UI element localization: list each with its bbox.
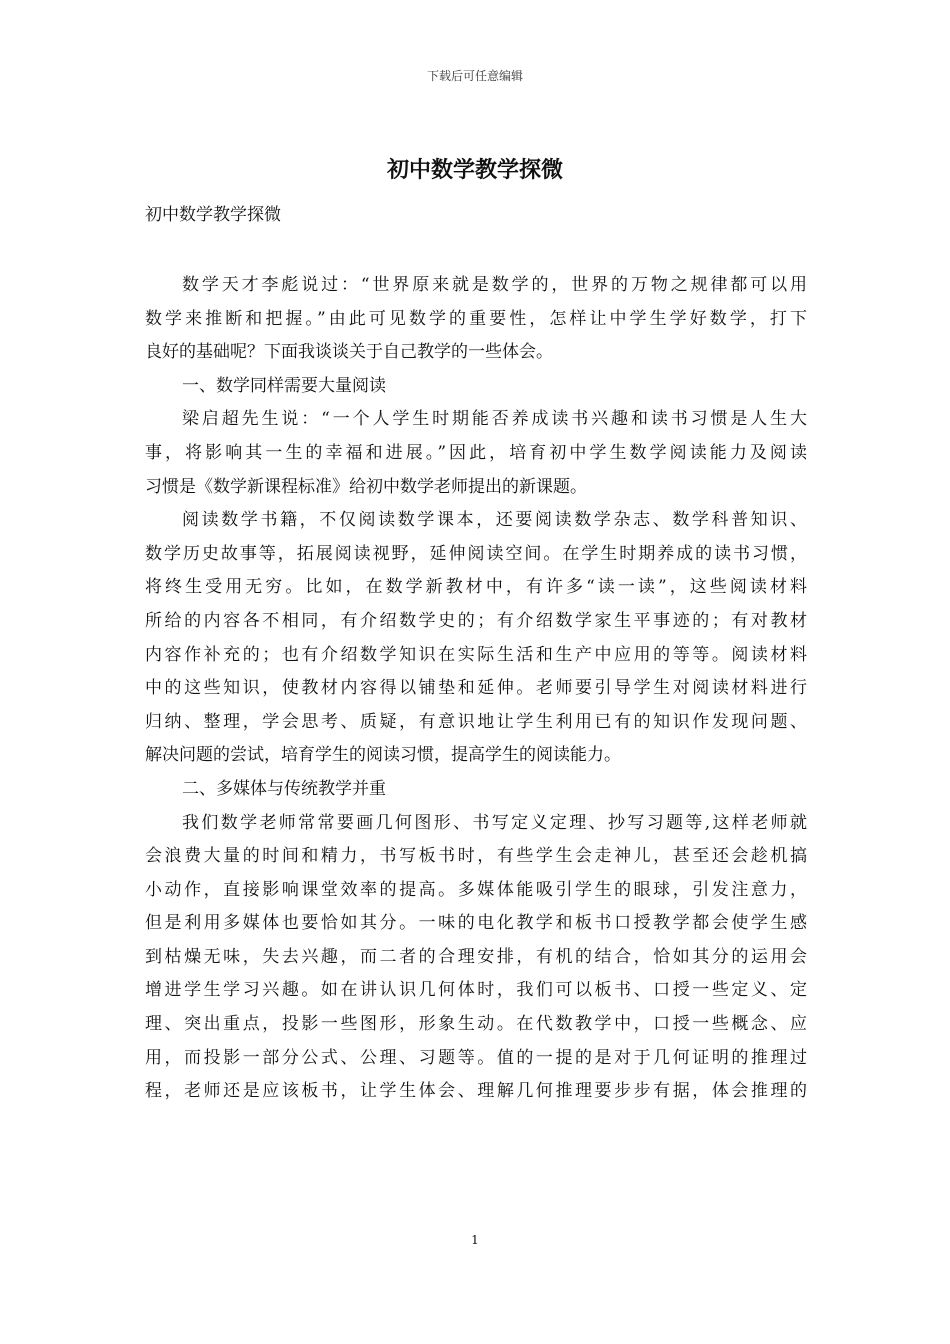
body-line: 所给的内容各不相同，有介绍数学史的；有介绍数学家生平事迹的；有对教材 [145,610,807,631]
body-line: 但是利用多媒体也要恰如其分。一味的电化教学和板书口授教学都会使学生感 [145,913,807,934]
body-line: 阅读数学书籍，不仅阅读数学课本，还要阅读数学杂志、数学科普知识、 [182,510,807,531]
body-line: 内容作补充的；也有介绍数学知识在实际生活和生产中应用的等等。阅读材料 [145,644,807,665]
document-subtitle: 初中数学教学探微 [145,205,281,225]
body-line: 良好的基础呢？下面我谈谈关于自己教学的一些体会。 [145,342,553,363]
document-title: 初中数学教学探微 [386,157,563,183]
body-line: 数学来推断和把握。”由此可见数学的重要性，怎样让中学生学好数学，打下 [145,308,807,329]
section-heading: 一、数学同样需要大量阅读 [182,375,386,396]
body-line: 解决问题的尝试，培育学生的阅读习惯，提高学生的阅读能力。 [145,745,621,766]
body-line: 增进学生学习兴趣。如在讲认识几何体时，我们可以板书、口授一些定义、定 [145,980,807,1001]
body-line: 我们数学老师常常要画几何图形、书写定义定理、抄写习题等,这样老师就 [182,812,807,833]
body-line: 将终生受用无穷。比如，在数学新教材中，有许多“读一读”，这些阅读材料 [145,577,807,598]
body-line: 程，老师还是应该板书，让学生体会、理解几何推理要步步有据，体会推理的 [145,1081,807,1102]
body-line: 事，将影响其一生的幸福和进展。”因此，培育初中学生数学阅读能力及阅读 [145,442,807,463]
body-line: 数学历史故事等，拓展阅读视野，延伸阅读空间。在学生时期养成的读书习惯， [145,543,807,564]
body-text [145,269,807,1109]
body-line: 到枯燥无味，失去兴趣，而二者的合理安排，有机的结合，恰如其分的运用会 [145,946,807,967]
body-line: 习惯是《数学新课程标准》给初中数学老师提出的新课题。 [145,476,587,497]
body-line: 中的这些知识，使教材内容得以铺垫和延伸。老师要引导学生对阅读材料进行 [145,678,807,699]
body-line: 数学天才李彪说过：“世界原来就是数学的，世界的万物之规律都可以用 [182,275,807,295]
section-heading: 二、多媒体与传统教学并重 [182,778,386,799]
body-line: 小动作，直接影响课堂效率的提高。多媒体能吸引学生的眼球，引发注意力， [145,879,807,900]
body-line: 会浪费大量的时间和精力，书写板书时，有些学生会走神儿，甚至还会趁机搞 [145,846,807,867]
body-line: 用，而投影一部分公式、公理、习题等。值的一提的是对于几何证明的推理过 [145,1047,807,1068]
page-number: 1 [471,1233,479,1247]
body-line: 梁启超先生说：“一个人学生时期能否养成读书兴趣和读书习惯是人生大 [182,409,807,430]
body-line: 归纳、整理，学会思考、质疑，有意识地让学生利用已有的知识作发现问题、 [145,711,807,732]
page-header: 下载后可任意编辑 [426,69,523,83]
body-line: 理、突出重点，投影一些图形，形象生动。在代数教学中，口授一些概念、应 [145,1014,807,1035]
